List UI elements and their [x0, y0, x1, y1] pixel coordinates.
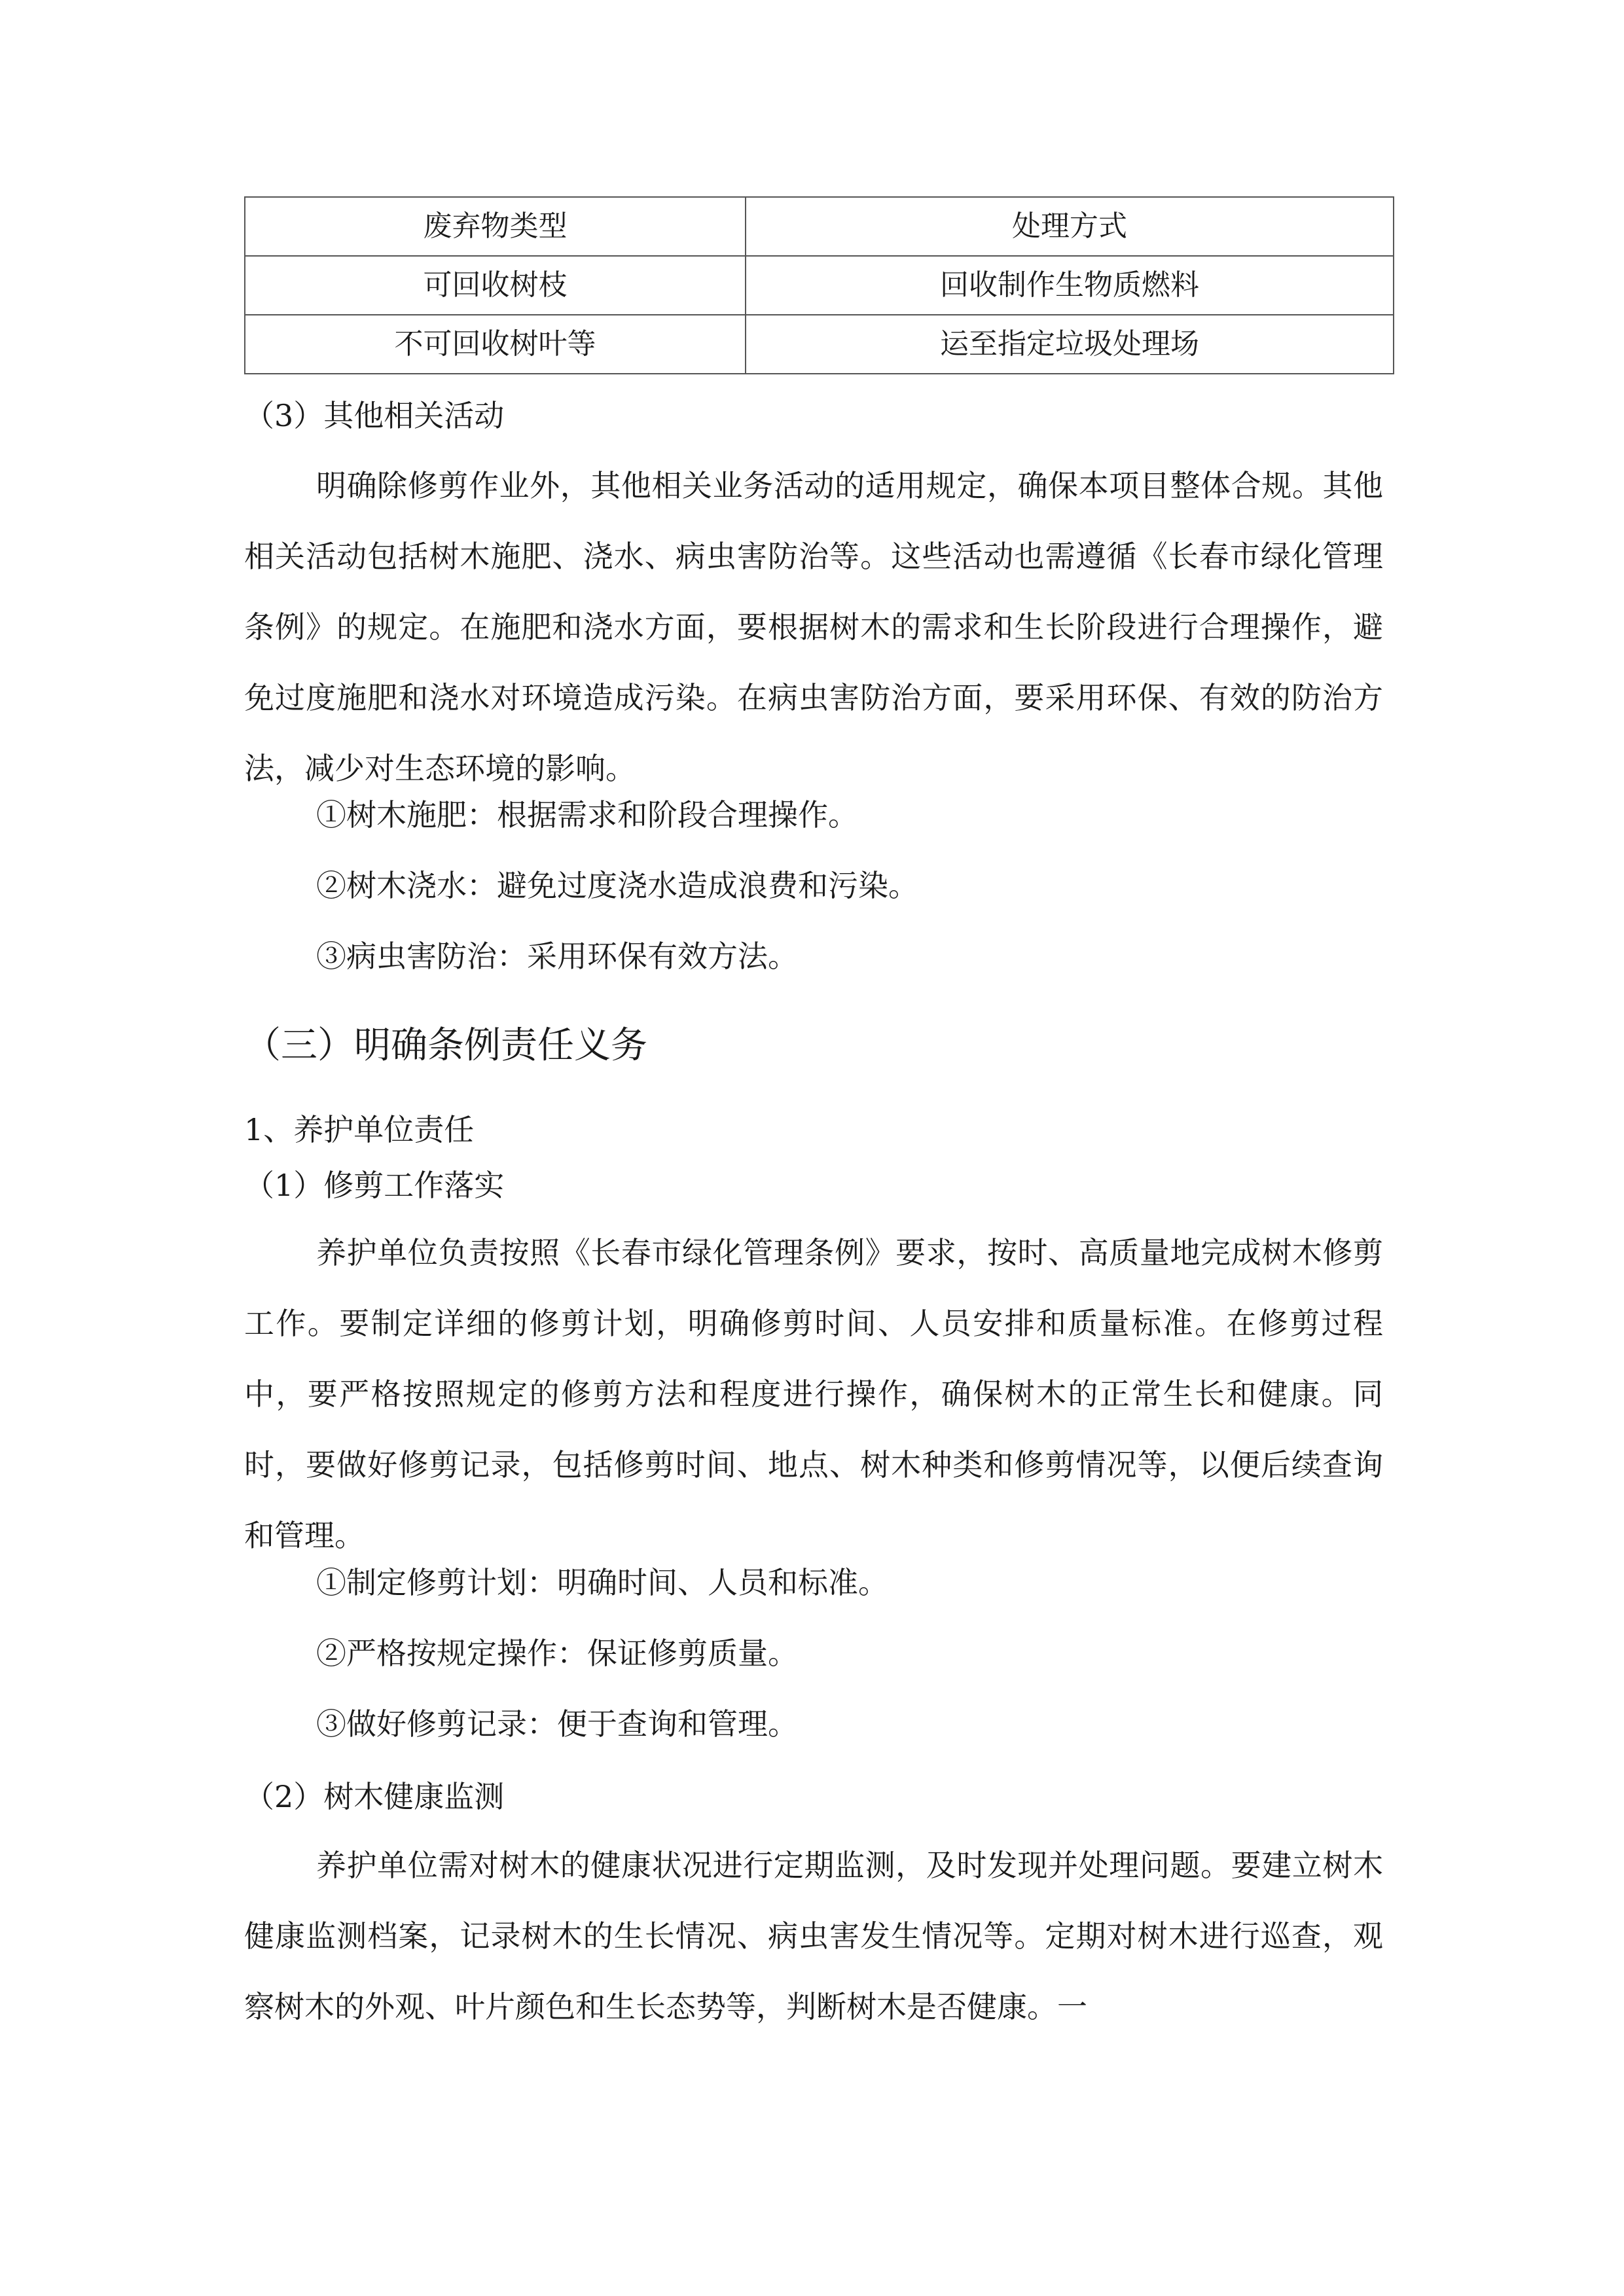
list-item: ①制定修剪计划：明确时间、人员和标准。: [316, 1565, 888, 1600]
body-paragraph: 养护单位负责按照《长春市绿化管理条例》要求，按时、高质量地完成树木修剪工作。要制定详细的修剪计划，明确修剪时间、人员安排和质量标准。在修剪过程中，要严格按照规定的修剪方法和程度进行操作，确保树木的正常生长和健康。同时，要做好修剪记录，包括修剪时间、地点、树木种类和修剪情况等，以便后续查询和管理。: [244, 1235, 1383, 1553]
list-item: ③做好修剪记录：便于查询和管理。: [316, 1706, 798, 1742]
subsection-title: （2）树木健康监测: [244, 1779, 505, 1814]
subsection-title: （1）修剪工作落实: [244, 1168, 505, 1203]
table-cell: 不可回收树叶等: [245, 315, 746, 374]
table-cell: 运至指定垃圾处理场: [746, 315, 1394, 374]
list-item: ②严格按规定操作：保证修剪质量。: [316, 1636, 798, 1671]
table-header-cell: 处理方式: [746, 197, 1394, 256]
table-row: [245, 256, 1394, 315]
table-header-row: [245, 197, 1394, 256]
body-paragraph: 明确除修剪作业外，其他相关业务活动的适用规定，确保本项目整体合规。其他相关活动包括树木施肥、浇水、病虫害防治等。这些活动也需遵循《长春市绿化管理条例》的规定。在施肥和浇水方面，要根据树木的需求和生长阶段进行合理操作，避免过度施肥和浇水对环境造成污染。在病虫害防治方面，要采用环保、有效的防治方法，减少对生态环境的影响。: [244, 468, 1383, 786]
subsection-title: （3）其他相关活动: [244, 398, 505, 433]
list-item: ③病虫害防治：采用环保有效方法。: [316, 939, 798, 974]
body-paragraph: 养护单位需对树木的健康状况进行定期监测，及时发现并处理问题。要建立树木健康监测档案，记录树木的生长情况、病虫害发生情况等。定期对树木进行巡查，观察树木的外观、叶片颜色和生长态势等，判断树木是否健康。一: [244, 1848, 1383, 2024]
table-header-cell: 废弃物类型: [245, 197, 746, 256]
list-item: ②树木浇水：避免过度浇水造成浪费和污染。: [316, 868, 918, 903]
table-row: [245, 315, 1394, 374]
section-title: 1、养护单位责任: [244, 1112, 475, 1147]
list-item: ①树木施肥：根据需求和阶段合理操作。: [316, 797, 858, 833]
table-cell: 可回收树枝: [245, 256, 746, 315]
chapter-heading: （三）明确条例责任义务: [244, 1024, 647, 1067]
table-cell: 回收制作生物质燃料: [746, 256, 1394, 315]
waste-disposal-table: [244, 196, 1394, 374]
